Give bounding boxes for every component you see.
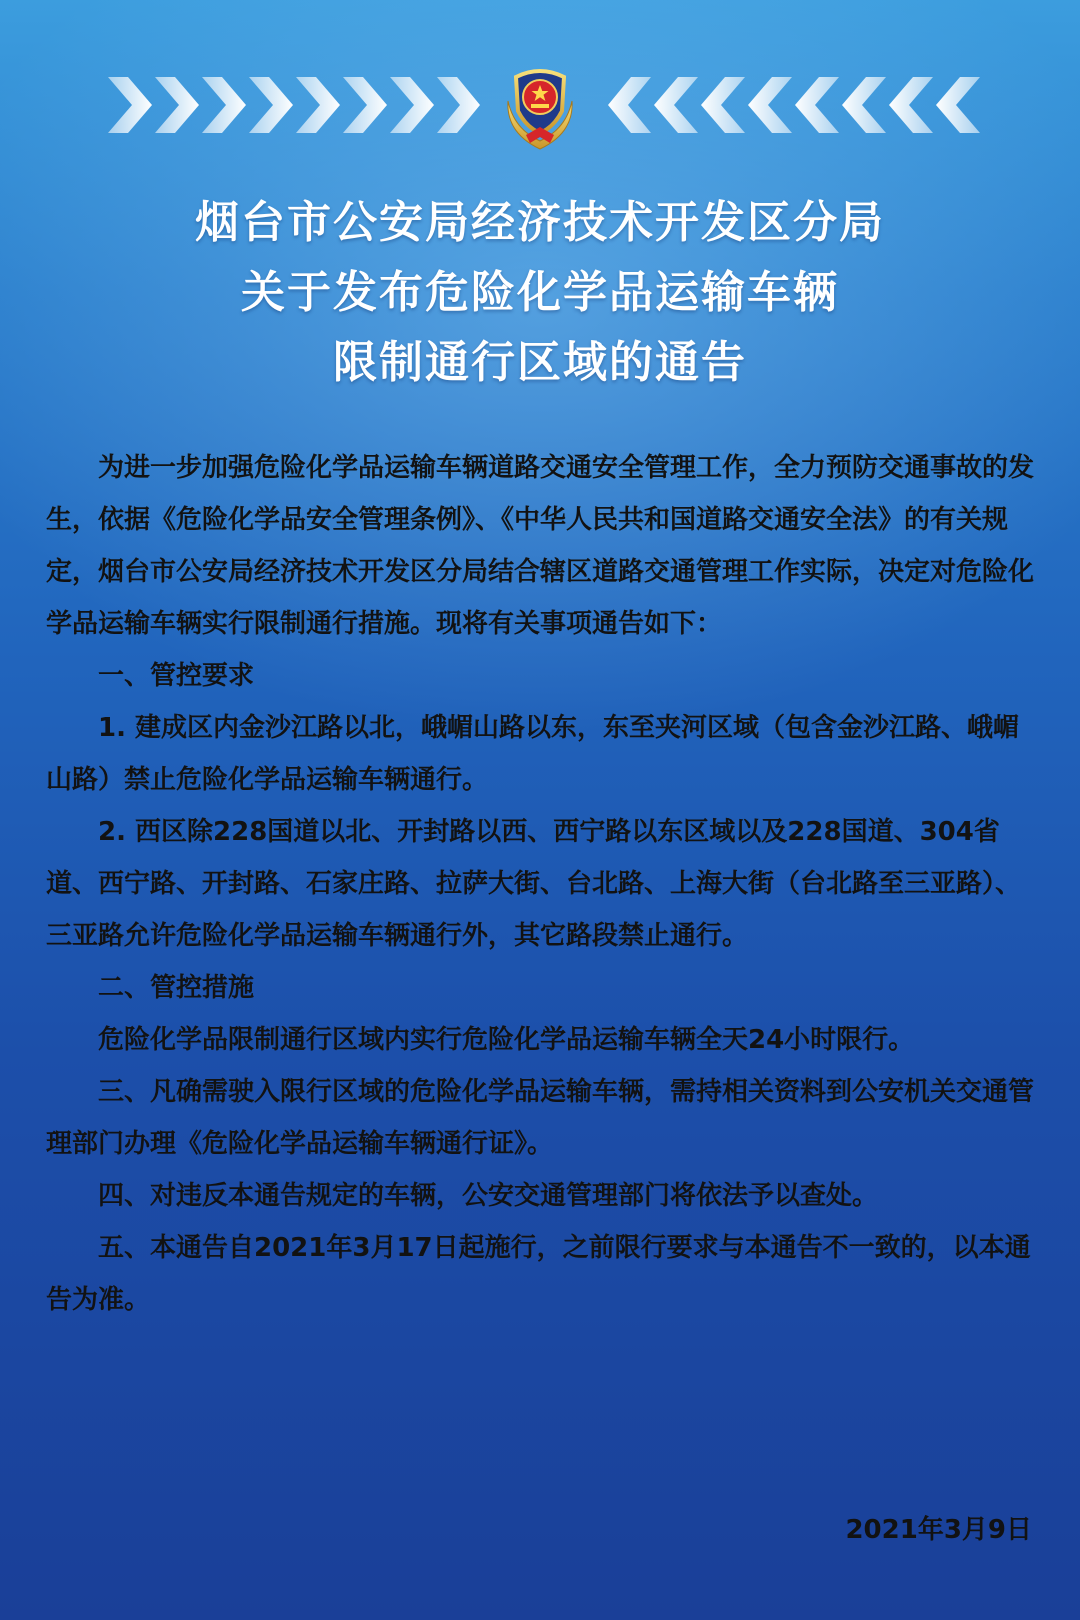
section-five-paragraph: 五、本通告自2021年3月17日起施行，之前限行要求与本通告不一致的，以本通告为准。	[46, 1233, 1031, 1315]
title-line-3: 限制通行区域的通告	[333, 337, 747, 388]
requirement-item-1: 1. 建成区内金沙江路以北，峨嵋山路以东，东至夹河区域（包含金沙江路、峨嵋山路）禁止危险化学品运输车辆通行。	[46, 713, 1020, 795]
header-banner	[0, 55, 1080, 155]
police-emblem-icon	[490, 55, 590, 155]
chevron-left-row-icon	[608, 71, 980, 139]
section-four-paragraph: 四、对违反本通告规定的车辆，公安交通管理部门将依法予以查处。	[98, 1181, 879, 1211]
requirement-item-2: 2. 西区除228国道以北、开封路以西、西宁路以东区域以及228国道、304省道、西宁路、开封路、石家庄路、拉萨大街、台北路、上海大街（台北路至三亚路）、三亚路允许危险化学品运输车辆通行外，其它路段禁止通行。	[46, 817, 1022, 951]
measure-paragraph: 危险化学品限制通行区域内实行危险化学品运输车辆全天24小时限行。	[98, 1025, 915, 1055]
intro-paragraph: 为进一步加强危险化学品运输车辆道路交通安全管理工作，全力预防交通事故的发生，依据《危险化学品安全管理条例》、《中华人民共和国道路交通安全法》的有关规定，烟台市公安局经济技术开发区分局结合辖区道路交通管理工作实际，决定对危险化学品运输车辆实行限制通行措施。现将有关事项通告如下：	[46, 453, 1035, 639]
title-line-1: 烟台市公安局经济技术开发区分局	[195, 197, 885, 248]
title-line-2: 关于发布危险化学品运输车辆	[241, 267, 839, 318]
notice-date: 2021年3月9日	[845, 1515, 1032, 1545]
section-heading-control-measures: 二、管控措施	[98, 973, 255, 1003]
section-three-paragraph: 三、凡确需驶入限行区域的危险化学品运输车辆，需持相关资料到公安机关交通管理部门办理《危险化学品运输车辆通行证》。	[46, 1077, 1035, 1159]
notice-title	[40, 188, 1040, 398]
chevron-right-row-icon	[108, 71, 480, 139]
notice-body	[46, 442, 1038, 1326]
section-heading-control-requirements: 一、管控要求	[98, 661, 255, 691]
